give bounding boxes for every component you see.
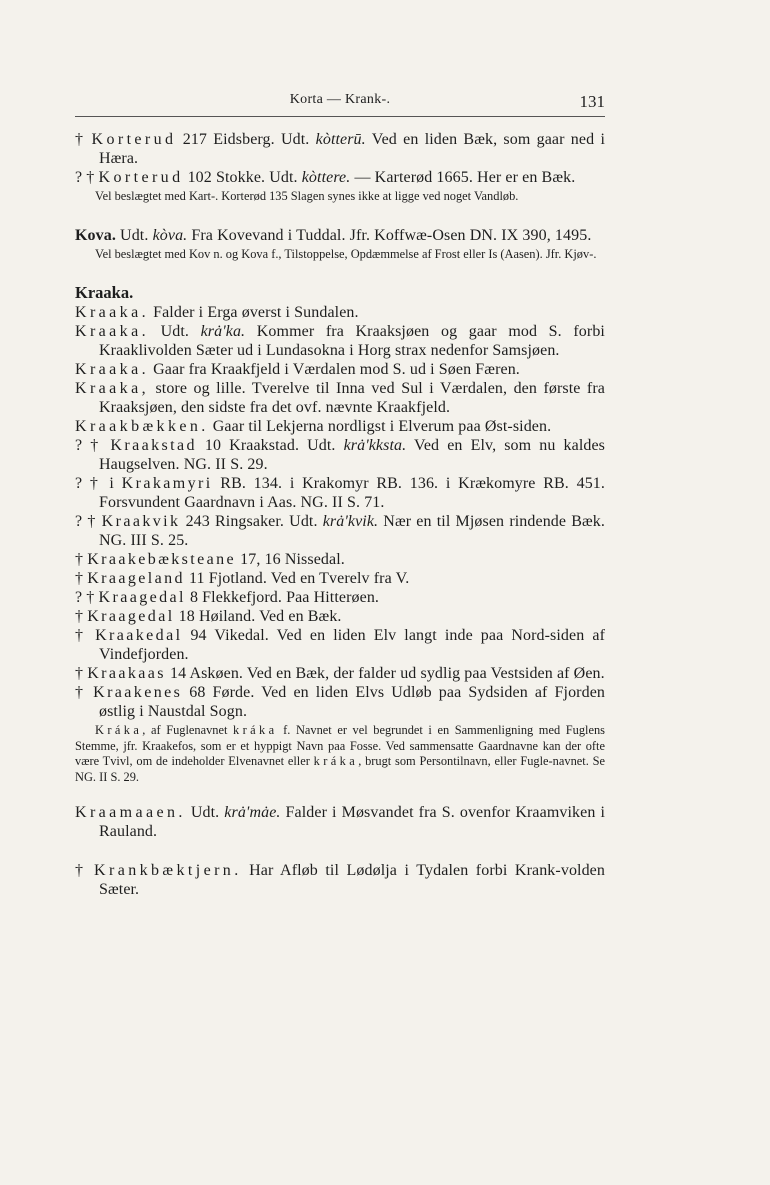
entry-kraagedal-hoiland: † Kraagedal 18 Høiland. Ved en Bæk.: [75, 608, 342, 625]
place-name: Kraakaas: [87, 665, 166, 682]
entry-kraamaaen: Kraamaaen. Udt. krȧ'mȧe. Falder i Møsvandet fra S. ovenfor Kraamviken i Rauland.: [75, 804, 605, 840]
note-kova: Vel beslægtet med Kov n. og Kova f., Tilstoppelse, Opdæmmelse af Frost eller Is (Aasen). Jfr. Kjøv-.: [95, 246, 597, 261]
entry-kraakbaekken: Kraakbækken. Gaar til Lekjerna nordligst i Elverum paa Øst-siden.: [75, 418, 552, 435]
place-name: Korterud: [91, 131, 177, 148]
place-name: Kraakvik: [101, 513, 181, 530]
place-name: Kraaka,: [75, 380, 149, 397]
place-name: Kraageland: [87, 570, 185, 587]
place-name: Kraakbækken.: [75, 418, 209, 435]
place-name: Kraagedal: [98, 589, 186, 606]
entry-kraakstad: ? † Kraakstad 10 Kraakstad. Udt. krȧ'kksta. Ved en Elv, som nu kaldes Haugselven. NG. II S. 29.: [75, 437, 605, 473]
place-name: Kraagedal: [87, 608, 175, 625]
place-name: Kraakstad: [110, 437, 197, 454]
pronunciation: kòva.: [152, 226, 188, 244]
running-title: Korta — Krank-.: [289, 92, 391, 107]
note-kraaka: Kráka, af Fuglenavnet kráka f. Navnet er vel begrundet i en Sammenligning med Fuglens Stemme, jfr. Kraakefos, som er et hyppigt Navn paa Fosse. Ved sammensatte Gaardnavne kan der ofte være Tvivl, om de indeholder Elvenavnet eller kráka, brugt som Persontilnavn, eller Fugle-navnet. Se NG. II S. 29.: [75, 723, 605, 784]
place-name: Kraaka.: [75, 323, 149, 340]
note-korterud: Vel beslægtet med Kart-. Korterød 135 Slagen synes ikke at ligge ved noget Vandløb.: [95, 189, 519, 203]
pronunciation: kòttere.: [301, 169, 351, 186]
pronunciation: krȧ'mȧe.: [224, 804, 281, 821]
place-name: Korterud: [98, 169, 184, 186]
pronunciation: krȧ'kksta.: [343, 437, 407, 454]
page-content: [75, 130, 605, 899]
entry-kraaka-2: Kraaka. Udt. krȧ'ka. Kommer fra Kraaksjøen og gaar mod S. forbi Kraaklivolden Sæter ud i Lundasokna i Horg strax nedenfor Samsjøen.: [75, 323, 605, 359]
entry-kraageland: † Kraageland 11 Fjotland. Ved en Tverelv fra V.: [75, 570, 410, 587]
headword: Kova.: [75, 226, 116, 244]
pronunciation: krȧ'kvik.: [322, 513, 379, 530]
entry-kraakaas: † Kraakaas 14 Askøen. Ved en Bæk, der falder ud sydlig paa Vestsiden af Øen.: [75, 665, 605, 682]
place-name: Kraakebæksteane: [87, 551, 237, 568]
entry-kraakenes: † Kraakenes 68 Førde. Ved en liden Elvs Udløb paa Sydsiden af Fjorden østlig i Naustdal Sogn.: [75, 684, 606, 720]
place-name: Krakamyri: [121, 475, 213, 492]
pronunciation: kòtterū.: [315, 131, 366, 148]
place-name: Kraakedal: [95, 627, 183, 644]
page-number: 131: [579, 92, 605, 111]
place-name: Kraakenes: [93, 684, 183, 701]
entry-kraagedal-flekkefjord: ? † Kraagedal 8 Flekkefjord. Paa Hitterøen.: [75, 589, 380, 606]
entry-kraakvik: ? † Kraakvik 243 Ringsaker. Udt. krȧ'kvik. Nær en til Mjøsen rindende Bæk. NG. III S. 25.: [75, 513, 605, 549]
place-name: Kraaka.: [75, 361, 149, 378]
entry-kraaka-3: Kraaka. Gaar fra Kraakfjeld i Værdalen mod S. ud i Søen Færen.: [75, 361, 520, 378]
place-name: Kraaka.: [75, 304, 149, 321]
page-header: [75, 92, 605, 117]
entry-korterud-eidsberg: † Korterud 217 Eidsberg. Udt. kòtterū. Ved en liden Bæk, som gaar ned i Hæra.: [75, 131, 605, 167]
pronunciation: krȧ'ka.: [200, 323, 246, 340]
entry-korterud-stokke: ? † Korterud 102 Stokke. Udt. kòttere. — Karterød 1665. Her er en Bæk.: [75, 169, 576, 186]
entry-kraaka-1: Kraaka. Falder i Erga øverst i Sundalen.: [75, 304, 359, 321]
place-name: Kraamaaen.: [75, 804, 186, 821]
entry-krankbaektjern: † Krankbæktjern. Har Afløb til Lødølja i Tydalen forbi Krank-volden Sæter.: [75, 862, 605, 898]
entry-kraaka-4: Kraaka, store og lille. Tverelve til Inna ved Sul i Værdalen, den første fra Kraaksjøen, den sidste fra det ovf. nævnte Kraakfjeld.: [75, 380, 605, 416]
entry-krakamyri: ? † i Krakamyri RB. 134. i Krakomyr RB. 136. i Krækomyre RB. 451. Forsvundent Gaardnavn i Aas. NG. II S. 71.: [75, 475, 605, 511]
entry-kova: Kova. Udt. kòva. Fra Kovevand i Tuddal. Jfr. Koffwæ-Osen DN. IX 390, 1495.: [75, 226, 592, 244]
place-name: Krankbæktjern.: [94, 862, 242, 879]
entry-kraakedal: † Kraakedal 94 Vikedal. Ved en liden Elv langt inde paa Nord-siden af Vindefjorden.: [75, 627, 605, 663]
section-heading-kraaka: Kraaka.: [75, 283, 134, 302]
entry-kraakebaeksteane: † Kraakebæksteane 17, 16 Nissedal.: [75, 551, 345, 568]
